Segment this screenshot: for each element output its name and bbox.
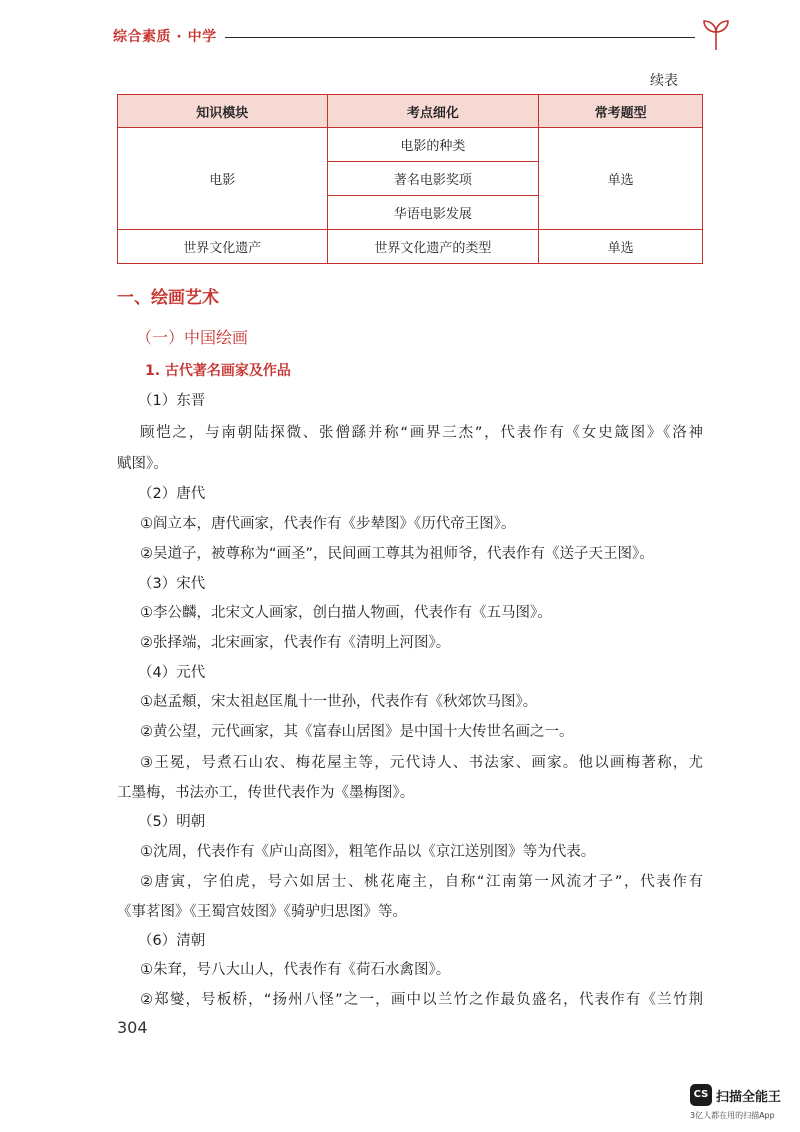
section-heading: 一、绘画艺术 xyxy=(117,288,219,308)
table-row xyxy=(118,230,703,264)
header-title: 综合素质 · 中学 xyxy=(113,29,217,45)
topic-cell: 著名电影奖项 xyxy=(327,162,539,196)
column-header: 知识模块 xyxy=(118,95,328,128)
table-continued-label: 续表 xyxy=(650,73,678,89)
body-line: ②吴道子，被尊称为“画圣”，民间画工尊其为祖师爷，代表作有《送子天王图》。 xyxy=(140,546,654,562)
watermark-tagline: 3亿人都在用的扫描App xyxy=(690,1111,775,1120)
topic-cell: 世界文化遗产的类型 xyxy=(327,230,539,264)
era-heading: （1）东晋 xyxy=(138,393,206,409)
era-heading: （5）明朝 xyxy=(138,814,206,830)
question-type-cell: 单选 xyxy=(539,230,703,264)
topic-heading: 1. 古代著名画家及作品 xyxy=(145,363,291,379)
column-header: 考点细化 xyxy=(327,95,539,128)
module-cell: 电影 xyxy=(118,128,328,230)
topic-cell: 电影的种类 xyxy=(327,128,539,162)
body-line: ①赵孟頫，宋太祖赵匡胤十一世孙，代表作有《秋郊饮马图》。 xyxy=(140,694,538,710)
body-line: ②郑燮，号板桥，“扬州八怪”之一，画中以兰竹之作最负盛名，代表作有《兰竹荆 xyxy=(140,992,703,1008)
body-line: 顾恺之，与南朝陆探微、张僧繇并称“画界三杰”，代表作有《女史箴图》《洛神 xyxy=(140,425,703,441)
watermark-name: 扫描全能王 xyxy=(716,1090,782,1105)
body-line: ①朱耷，号八大山人，代表作有《荷石水禽图》。 xyxy=(140,962,451,978)
scanner-watermark xyxy=(690,1084,790,1124)
header-rule xyxy=(225,37,695,38)
camscanner-logo-icon: CS xyxy=(690,1084,712,1106)
topic-cell: 华语电影发展 xyxy=(327,196,539,230)
body-line: ②唐寅，字伯虎，号六如居士、桃花庵主，自称“江南第一风流才子”，代表作有 xyxy=(140,874,703,890)
body-line: ①沈周，代表作有《庐山高图》，粗笔作品以《京江送别图》等为代表。 xyxy=(140,844,596,860)
era-heading: （2）唐代 xyxy=(138,486,206,502)
body-line: 赋图》。 xyxy=(117,456,168,472)
subsection-heading: （一）中国绘画 xyxy=(136,328,249,347)
body-line: ②张择端，北宋画家，代表作有《清明上河图》。 xyxy=(140,635,451,651)
table-row xyxy=(118,128,703,162)
page-header xyxy=(113,26,733,50)
body-line: ①阎立本，唐代画家，代表作有《步辇图》《历代帝王图》。 xyxy=(140,516,516,532)
page-number: 304 xyxy=(117,1018,148,1037)
body-line: 工墨梅，书法亦工，传世代表作为《墨梅图》。 xyxy=(117,785,415,801)
column-header: 常考题型 xyxy=(539,95,703,128)
body-line: ②黄公望，元代画家，其《富春山居图》是中国十大传世名画之一。 xyxy=(140,724,574,740)
body-line: 《事茗图》《王蜀宫妓图》《骑驴归思图》等。 xyxy=(117,904,407,920)
question-type-cell: 单选 xyxy=(539,128,703,230)
module-cell: 世界文化遗产 xyxy=(118,230,328,264)
body-line: ①李公麟，北宋文人画家，创白描人物画，代表作有《五马图》。 xyxy=(140,605,552,621)
era-heading: （3）宋代 xyxy=(138,576,206,592)
table-header-row xyxy=(118,95,703,128)
knowledge-table xyxy=(117,94,703,264)
sprout-leaf-icon xyxy=(701,18,731,52)
era-heading: （6）清朝 xyxy=(138,933,206,949)
era-heading: （4）元代 xyxy=(138,665,206,681)
body-line: ③王冕，号煮石山农、梅花屋主等，元代诗人、书法家、画家。他以画梅著称，尤 xyxy=(140,755,703,771)
